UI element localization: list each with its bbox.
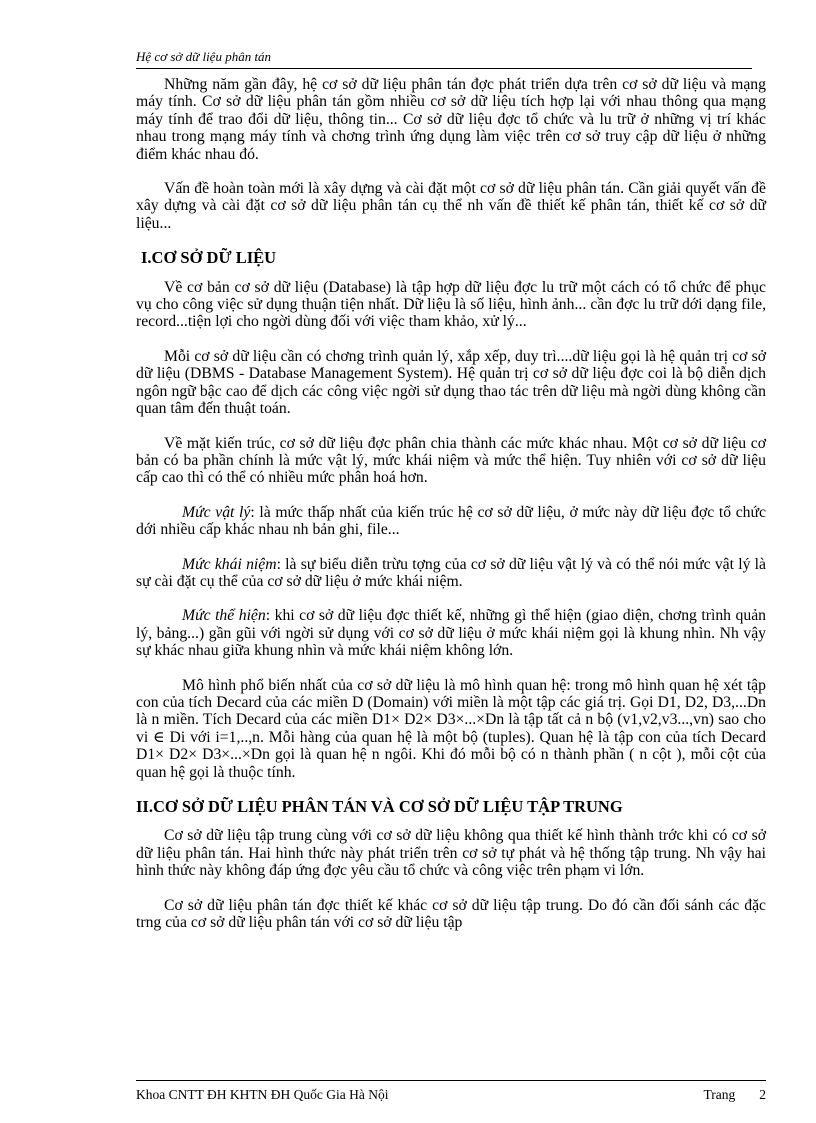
term-label-physical: Mức vật lý (182, 503, 251, 521)
footer-page (703, 1087, 766, 1103)
document-body (136, 76, 766, 948)
intro-paragraph-1: Những năm gần đây, hệ cơ sở dữ liệu phân tán đợc phát triển dựa trên cơ sở dữ liệu và mạng máy tính. Cơ sở dữ liệu phân tán gồm nhiều cơ sở dữ liệu tích hợp lại với nhau thông qua mạng máy tính để trao đổi dữ liệu, thông tin... Cơ sở dữ liệu đợc tổ chức và lu trữ ở những vị trí khác nhau trong mạng máy tính và chơng trình ứng dụng làm việc trên cơ sở truy cập dữ liệu ở những điểm khác nhau đó. (136, 76, 766, 163)
term-label-conceptual: Mức khái niệm (182, 555, 277, 573)
page-footer (136, 1080, 766, 1103)
intro-paragraph-2: Vấn đề hoàn toàn mới là xây dựng và cài đặt một cơ sở dữ liệu phân tán. Cần giải quyết vấn đề xây dựng và cài đặt cơ sở dữ liệu phân tán cụ thể nh vấn đề thiết kế phân tán, thiết kế cơ sở dữ liệu... (136, 180, 766, 232)
section-1-paragraph-2: Mỗi cơ sở dữ liệu cần có chơng trình quản lý, xắp xếp, duy trì....dữ liệu gọi là hệ quản trị cơ sở dữ liệu (DBMS - Database Management System). Hệ quản trị cơ sở dữ liệu đợc coi là bộ diễn dịch ngôn ngữ bậc cao để dịch các công việc ngời sử dụng thao tác trên dữ liệu mà ngời dùng không cần quan tâm đến thuật toán. (136, 347, 766, 418)
running-header: Hệ cơ sở dữ liệu phân tán (136, 49, 752, 69)
section-2-paragraph-2: Cơ sở dữ liệu phân tán đợc thiết kế khác cơ sở dữ liệu tập trung. Do đó cần đối sánh các đặc trng của cơ sở dữ liệu phân tán với cơ sở dữ liệu tập (136, 896, 766, 932)
section-2-heading: II.CƠ SỞ DỮ LIỆU PHÂN TÁN VÀ CƠ SỞ DỮ LIỆU TẬP TRUNG (136, 797, 623, 816)
section-1-heading: I.CƠ SỞ DỮ LIỆU (141, 248, 277, 268)
footer-page-number: 2 (759, 1087, 766, 1102)
section-1-paragraph-4: Mô hình phổ biến nhất của cơ sở dữ liệu là mô hình quan hệ: trong mô hình quan hệ xét tập con của tích Decard của các miền D (Domain) với miền là một tập các giá trị. Gọi D1, D2, D3,...Dn là n miền. Tích Decard của các miền D1× D2× D3×...×Dn là tập tất cả n bộ (v1,v2,v3...,vn) sao cho vi ∈ Di với i=1,..,n. Mỗi hàng của quan hệ là một bộ (tuples). Quan hệ là tập con của tích Decard D1× D2× D3×...×Dn gọi là quan hệ n ngôi. Khi đó mỗi bộ có n thành phần ( n cột ), mỗi cột của quan hệ gọi là thuộc tính. (136, 676, 766, 781)
term-text-view: : khi cơ sở dữ liệu đợc thiết kế, những gì thể hiện (giao diện, chơng trình quản lý, bảng...) gần gũi với ngời sử dụng với cơ sở dữ liệu ở mức khái niệm gọi là khung nhìn. Nh vậy sự khác nhau giữa khung nhìn và mức khái niệm không lớn. (136, 607, 767, 660)
term-view-level (136, 607, 766, 659)
term-conceptual-level (136, 556, 766, 591)
section-1-paragraph-1: Về cơ bản cơ sở dữ liệu (Database) là tập hợp dữ liệu đợc lu trữ một cách có tổ chức để phục vụ cho công việc sử dụng thuận tiện nhất. Dữ liệu là số liệu, hình ảnh... cần đợc lu trữ dới dạng file, record...tiện lợi cho ngời dùng đối với việc tham khảo, xử lý... (136, 278, 766, 331)
term-text-conceptual: : là sự biểu diễn trừu tợng của cơ sở dữ liệu vật lý và có thể nói mức vật lý là sự cài đặt cụ thể của cơ sở dữ liệu ở mức khái niệm. (136, 555, 766, 590)
section-2-paragraph-1: Cơ sở dữ liệu tập trung cùng với cơ sở dữ liệu không qua thiết kế hình thành trớc khi có cơ sở dữ liệu phân tán. Hai hình thức này phát triển trên cơ sở tự phát và hệ thống tập trung. Nh vậy hai hình thức này không đáp ứng đợc yêu cầu tổ chức và công việc trên phạm vi lớn. (136, 827, 766, 880)
term-physical-level (136, 504, 766, 539)
footer-page-label: Trang (703, 1087, 736, 1102)
section-1-paragraph-3: Về mặt kiến trúc, cơ sở dữ liệu đợc phân chia thành các mức khác nhau. Một cơ sở dữ liệu cơ bản có ba phần chính là mức vật lý, mức khái niệm và mức thể hiện. Tuy nhiên với cơ sở dữ liệu cấp cao thì có thể có nhiều mức phân hoá hơn. (136, 434, 766, 487)
term-label-view: Mức thể hiện (182, 607, 266, 625)
term-text-physical: : là mức thấp nhất của kiến trúc hệ cơ sở dữ liệu, ở mức này dữ liệu đợc tổ chức dới nhiều cấp khác nhau nh bản ghi, file... (136, 503, 766, 539)
footer-institution: Khoa CNTT ĐH KHTN ĐH Quốc Gia Hà Nội (136, 1087, 389, 1102)
